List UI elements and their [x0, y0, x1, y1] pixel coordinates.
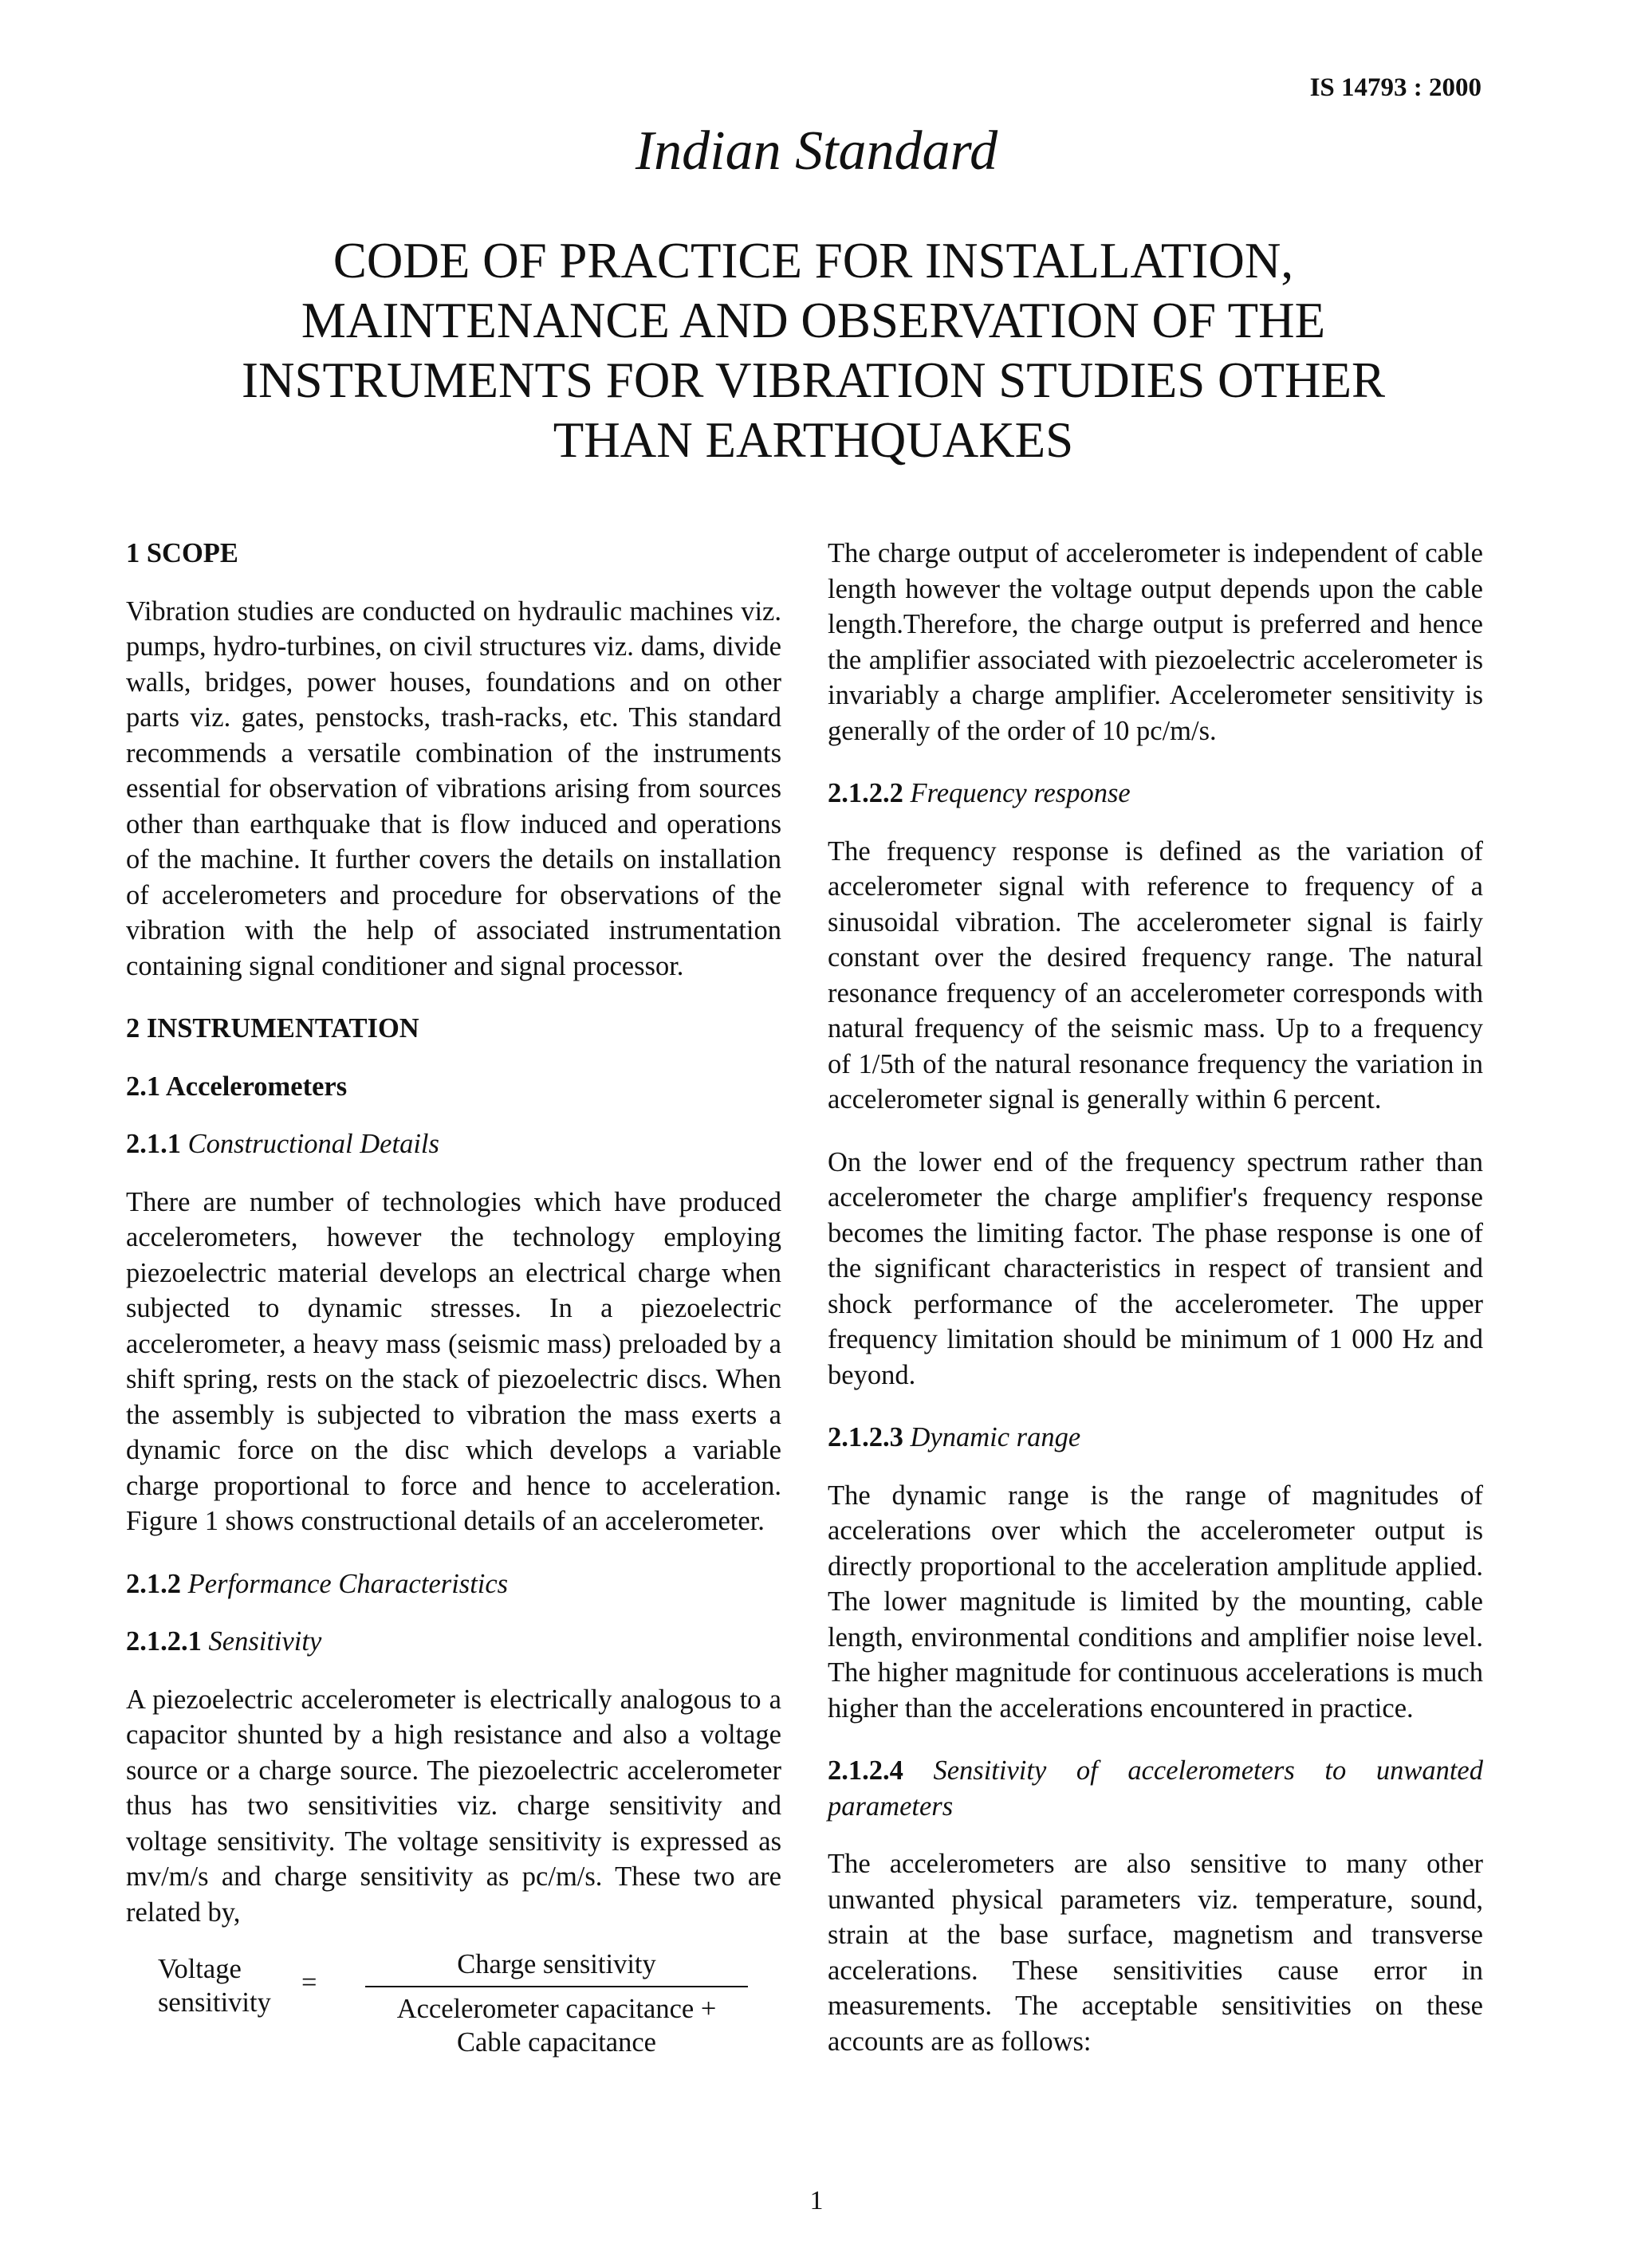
subsection-title: Constructional Details: [187, 1129, 439, 1159]
subsection-number: 2.1.2.2: [828, 778, 903, 808]
subsection-heading-frequency: [828, 776, 1483, 812]
formula-lhs: [158, 1952, 271, 2019]
formula-lhs-line: sensitivity: [158, 1987, 271, 2018]
subsection-title: Frequency response: [910, 778, 1131, 808]
title-line: INSTRUMENTS FOR VIBRATION STUDIES OTHER: [242, 352, 1385, 408]
section-heading-accelerometers: 2.1 Accelerometers: [126, 1071, 348, 1102]
title-line: THAN EARTHQUAKES: [553, 412, 1074, 468]
left-column: [126, 536, 781, 2059]
subsection-heading-performance: [126, 1566, 781, 1602]
frequency-paragraph-1: The frequency response is defined as the variation of accelerometer signal with reference to frequency of a sinusoidal vibration. The accelerometer signal is fairly constant over the desired frequency range. The natural resonance frequency of an accelerometer corresponds with natural frequency of the seismic mass. Up to a frequency of 1/5th of the natural resonance frequency the variation in accelerometer signal is generally within 6 percent.: [828, 835, 1483, 1114]
subsection-number: 2.1.2.3: [828, 1422, 903, 1452]
charge-output-paragraph: The charge output of accelerometer is independent of cable length however the voltage output depends upon the cable length.Therefore, the charge output is preferred and hence the amplifier associated with piezoelectric accelerometer is invariably a charge amplifier. Accelerometer sensitivity is generally of the order of 10 pc/m/s.: [828, 538, 1483, 746]
standard-number: IS 14793 : 2000: [1309, 73, 1482, 102]
section-heading-scope: 1 SCOPE: [126, 538, 238, 568]
formula-numerator: Charge sensitivity: [365, 1948, 748, 1987]
title-line: MAINTENANCE AND OBSERVATION OF THE: [301, 293, 1326, 348]
page-number: 1: [809, 2186, 824, 2215]
constructional-paragraph: There are number of technologies which have produced accelerometers, however the technology employing piezoelectric material develops an electrical charge when subjected to dynamic stresses. In a piezoelectric accelerometer, a heavy mass (seismic mass) preloaded by a shift spring, rests on the stack of piezoelectric discs. When the assembly is subjected to vibration the mass exerts a dynamic force on the disc which develops a variable charge proportional to force and hence to acceleration. Figure 1 shows constructional details of an accelerometer.: [126, 1186, 781, 1536]
section-heading-instrumentation: 2 INSTRUMENTATION: [126, 1013, 419, 1044]
subsection-heading-unwanted-parameters: [828, 1753, 1483, 1824]
subsection-number: 2.1.2.4: [828, 1755, 903, 1786]
dynamic-range-paragraph: The dynamic range is the range of magnitudes of accelerations over which the accelerometer output is directly proportional to the acceleration amplitude applied. The lower magnitude is limited by the mounting, cable length, environmental conditions and amplifier noise level. The higher magnitude for continuous accelerations is much higher than the accelerations encountered in practice.: [828, 1480, 1483, 1724]
right-column: [828, 536, 1483, 2059]
subsection-heading-constructional: [126, 1126, 781, 1162]
formula-equals: =: [301, 1967, 317, 1998]
subsection-number: 2.1.1: [126, 1129, 181, 1159]
formula-denominator-line: Cable capacitance: [457, 2027, 656, 2058]
subsection-number: 2.1.2: [126, 1568, 181, 1599]
sensitivity-paragraph: A piezoelectric accelerometer is electrically analogous to a capacitor shunted by a high resistance and also a voltage source or a charge source. The piezoelectric accelerometer thus has two sensitivities viz. charge sensitivity and voltage sensitivity. The voltage sensitivity is expressed as mv/m/s and charge sensitivity as pc/m/s. These two are related by,: [126, 1684, 781, 1928]
title-line: CODE OF PRACTICE FOR INSTALLATION,: [333, 233, 1294, 289]
subsection-heading-sensitivity: [126, 1624, 781, 1660]
formula-lhs-line: Voltage: [158, 1954, 242, 1984]
unwanted-parameters-paragraph: The accelerometers are also sensitive to many other unwanted physical parameters viz. temperature, sound, strain at the base surface, magnetism and transverse accelerations. These sensitivities cause error in measurements. The acceptable sensitivities on these accounts are as follows:: [828, 1849, 1483, 2057]
sensitivity-formula: [126, 1948, 781, 2059]
subsection-title: Performance Characteristics: [187, 1568, 509, 1599]
scope-paragraph: Vibration studies are conducted on hydraulic machines viz. pumps, hydro-turbines, on civil structures viz. dams, divide walls, bridges, power houses, foundations and on other parts viz. gates, penstocks, trash-racks, etc. This standard recommends a versatile combination of the instruments essential for observation of vibrations arising from sources other than earthquake that is flow induced and operations of the machine. It further covers the details on installation of accelerometers and procedure for observations of the vibration with the help of associated instrumentation containing signal conditioner and signal processor.: [126, 595, 781, 981]
subsection-title: Sensitivity of accelerometers to unwanted parameters: [828, 1755, 1483, 1822]
subsection-number: 2.1.2.1: [126, 1626, 202, 1657]
formula-fraction: [365, 1948, 748, 2059]
subsection-title: Dynamic range: [910, 1422, 1081, 1452]
subsection-title: Sensitivity: [208, 1626, 322, 1657]
series-title: Indian Standard: [635, 120, 998, 182]
frequency-paragraph-2: On the lower end of the frequency spectrum rather than accelerometer the charge amplifier's frequency response becomes the limiting factor. The phase response is one of the significant characteristics in respect of transient and shock performance of the accelerometer. The upper frequency limitation should be minimum of 1 000 Hz and beyond.: [828, 1146, 1483, 1390]
subsection-heading-dynamic-range: [828, 1420, 1483, 1456]
formula-denominator-line: Accelerometer capacitance +: [396, 1994, 717, 2024]
document-title: [120, 231, 1507, 470]
